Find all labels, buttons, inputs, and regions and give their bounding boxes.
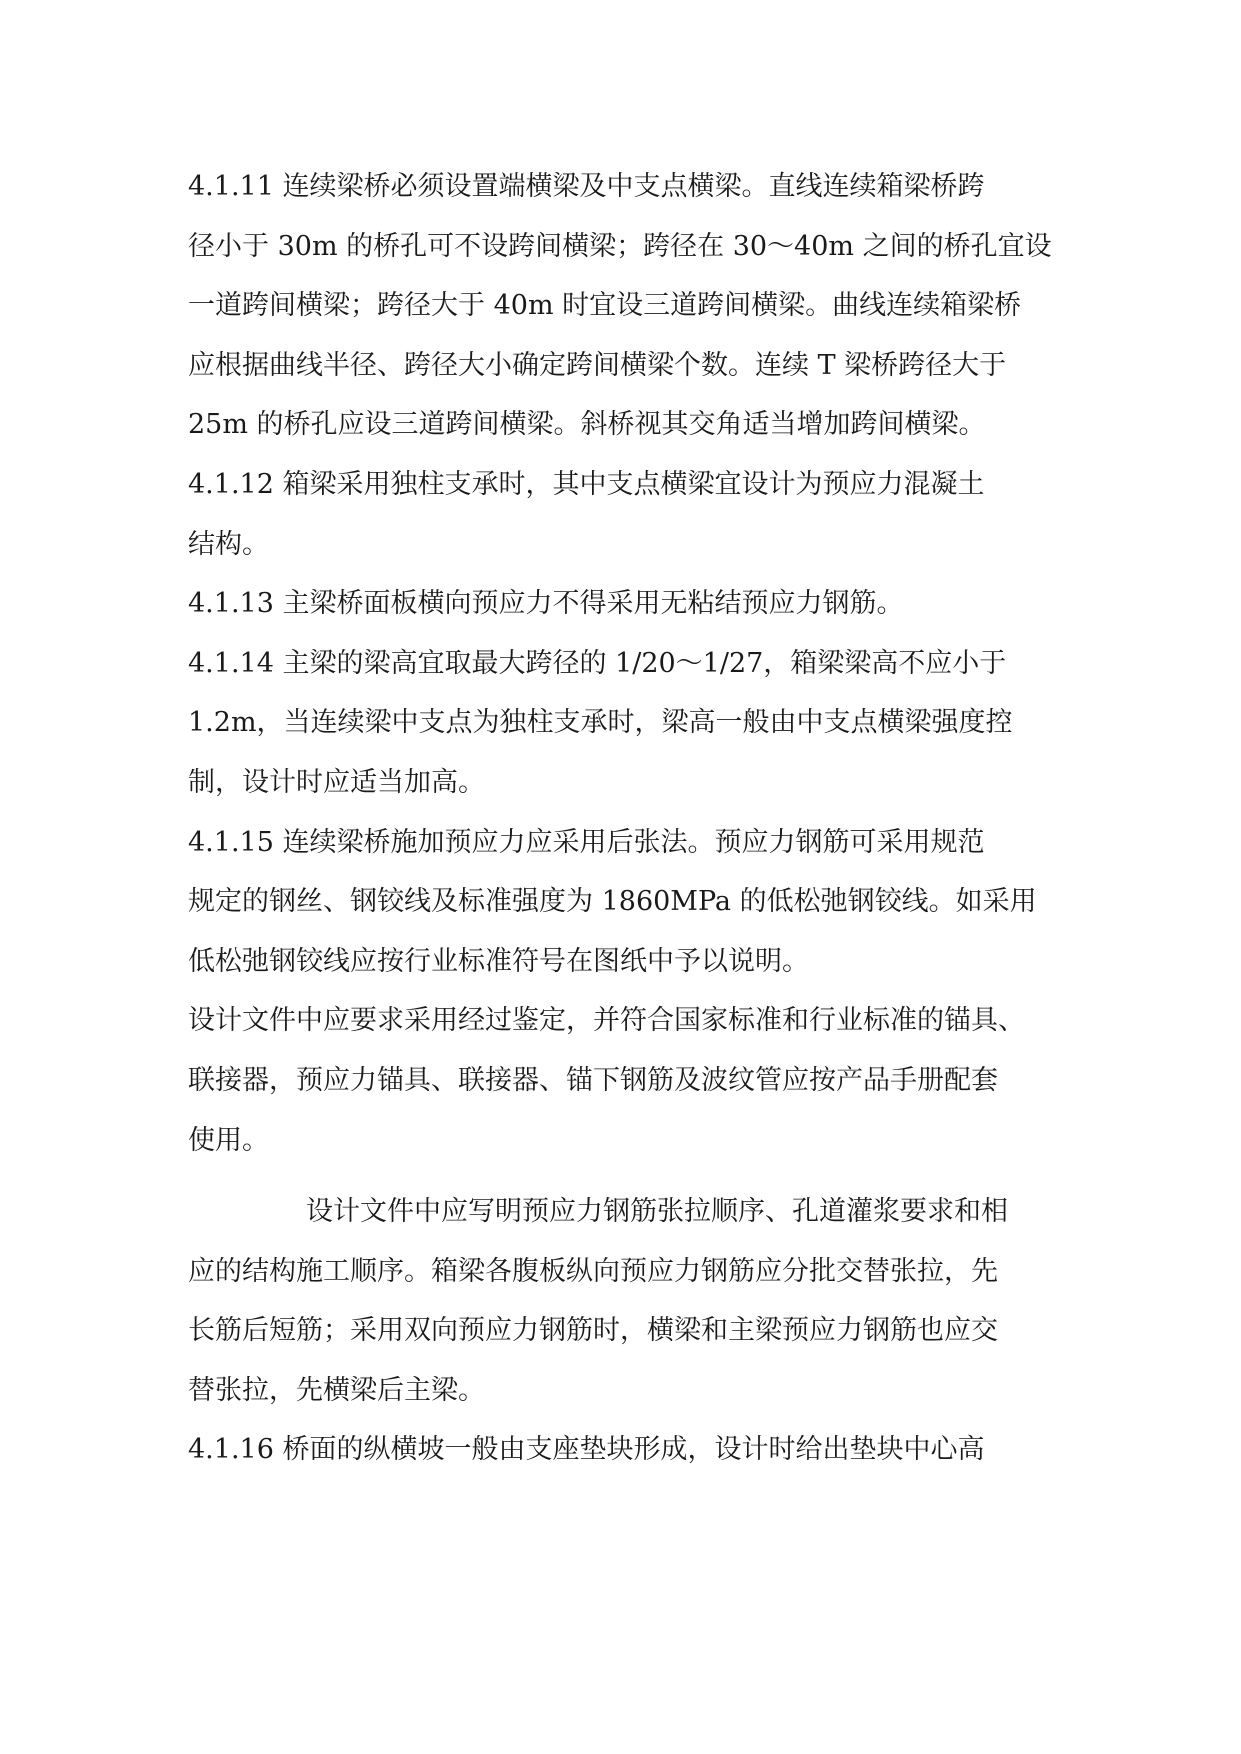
text-line: 应根据曲线半径、跨径大小确定跨间横梁个数。连续 T 梁桥跨径大于 [188,349,1007,381]
text-line: 设计文件中应要求采用经过鉴定，并符合国家标准和行业标准的锚具、 [188,1005,1025,1037]
text-line: 4.1.14 主梁的梁高宜取最大跨径的 1/20～1/27，箱梁梁高不应小于 [188,647,1007,679]
document-body [188,157,1058,1480]
text-line: 1.2m，当连续梁中支点为独柱支承时，梁高一般由中支点横梁强度控 [188,707,1013,739]
text-line: 使用。 [188,1124,269,1156]
text-line: 制，设计时应适当加高。 [188,766,485,798]
text-line: 替张拉，先横梁后主梁。 [188,1374,485,1406]
text-line: 4.1.13 主梁桥面板横向预应力不得采用无粘结预应力钢筋。 [188,588,904,620]
text-line: 联接器，预应力锚具、联接器、锚下钢筋及波纹管应按产品手册配套 [188,1064,998,1096]
text-line: 低松弛钢铰线应按行业标准符号在图纸中予以说明。 [188,945,809,977]
text-line: 规定的钢丝、钢铰线及标准强度为 1860MPa 的低松弛钢铰线。如采用 [188,886,1037,918]
text-line: 应的结构施工顺序。箱梁各腹板纵向预应力钢筋应分批交替张拉，先 [188,1255,998,1287]
text-line: 设计文件中应写明预应力钢筋张拉顺序、孔道灌浆要求和相 [306,1196,1008,1228]
text-line: 4.1.11 连续梁桥必须设置端横梁及中支点横梁。直线连续箱梁桥跨 [188,171,985,202]
text-line: 4.1.16 桥面的纵横坡一般由支座垫块形成，设计时给出垫块中心高 [188,1434,985,1466]
text-line: 4.1.15 连续梁桥施加预应力应采用后张法。预应力钢筋可采用规范 [188,826,985,858]
text-line: 长筋后短筋；采用双向预应力钢筋时，横梁和主梁预应力钢筋也应交 [188,1315,998,1347]
text-line: 结构。 [188,528,269,560]
text-line: 径小于 30m 的桥孔可不设跨间横梁；跨径在 30～40m 之间的桥孔宜设 [188,230,1052,262]
text-line: 4.1.12 箱梁采用独柱支承时，其中支点横梁宜设计为预应力混凝土 [188,468,985,500]
text-line: 一道跨间横梁；跨径大于 40m 时宜设三道跨间横梁。曲线连续箱梁桥 [188,290,1022,322]
text-line: 25m 的桥孔应设三道跨间横梁。斜桥视其交角适当增加跨间横梁。 [188,409,986,441]
